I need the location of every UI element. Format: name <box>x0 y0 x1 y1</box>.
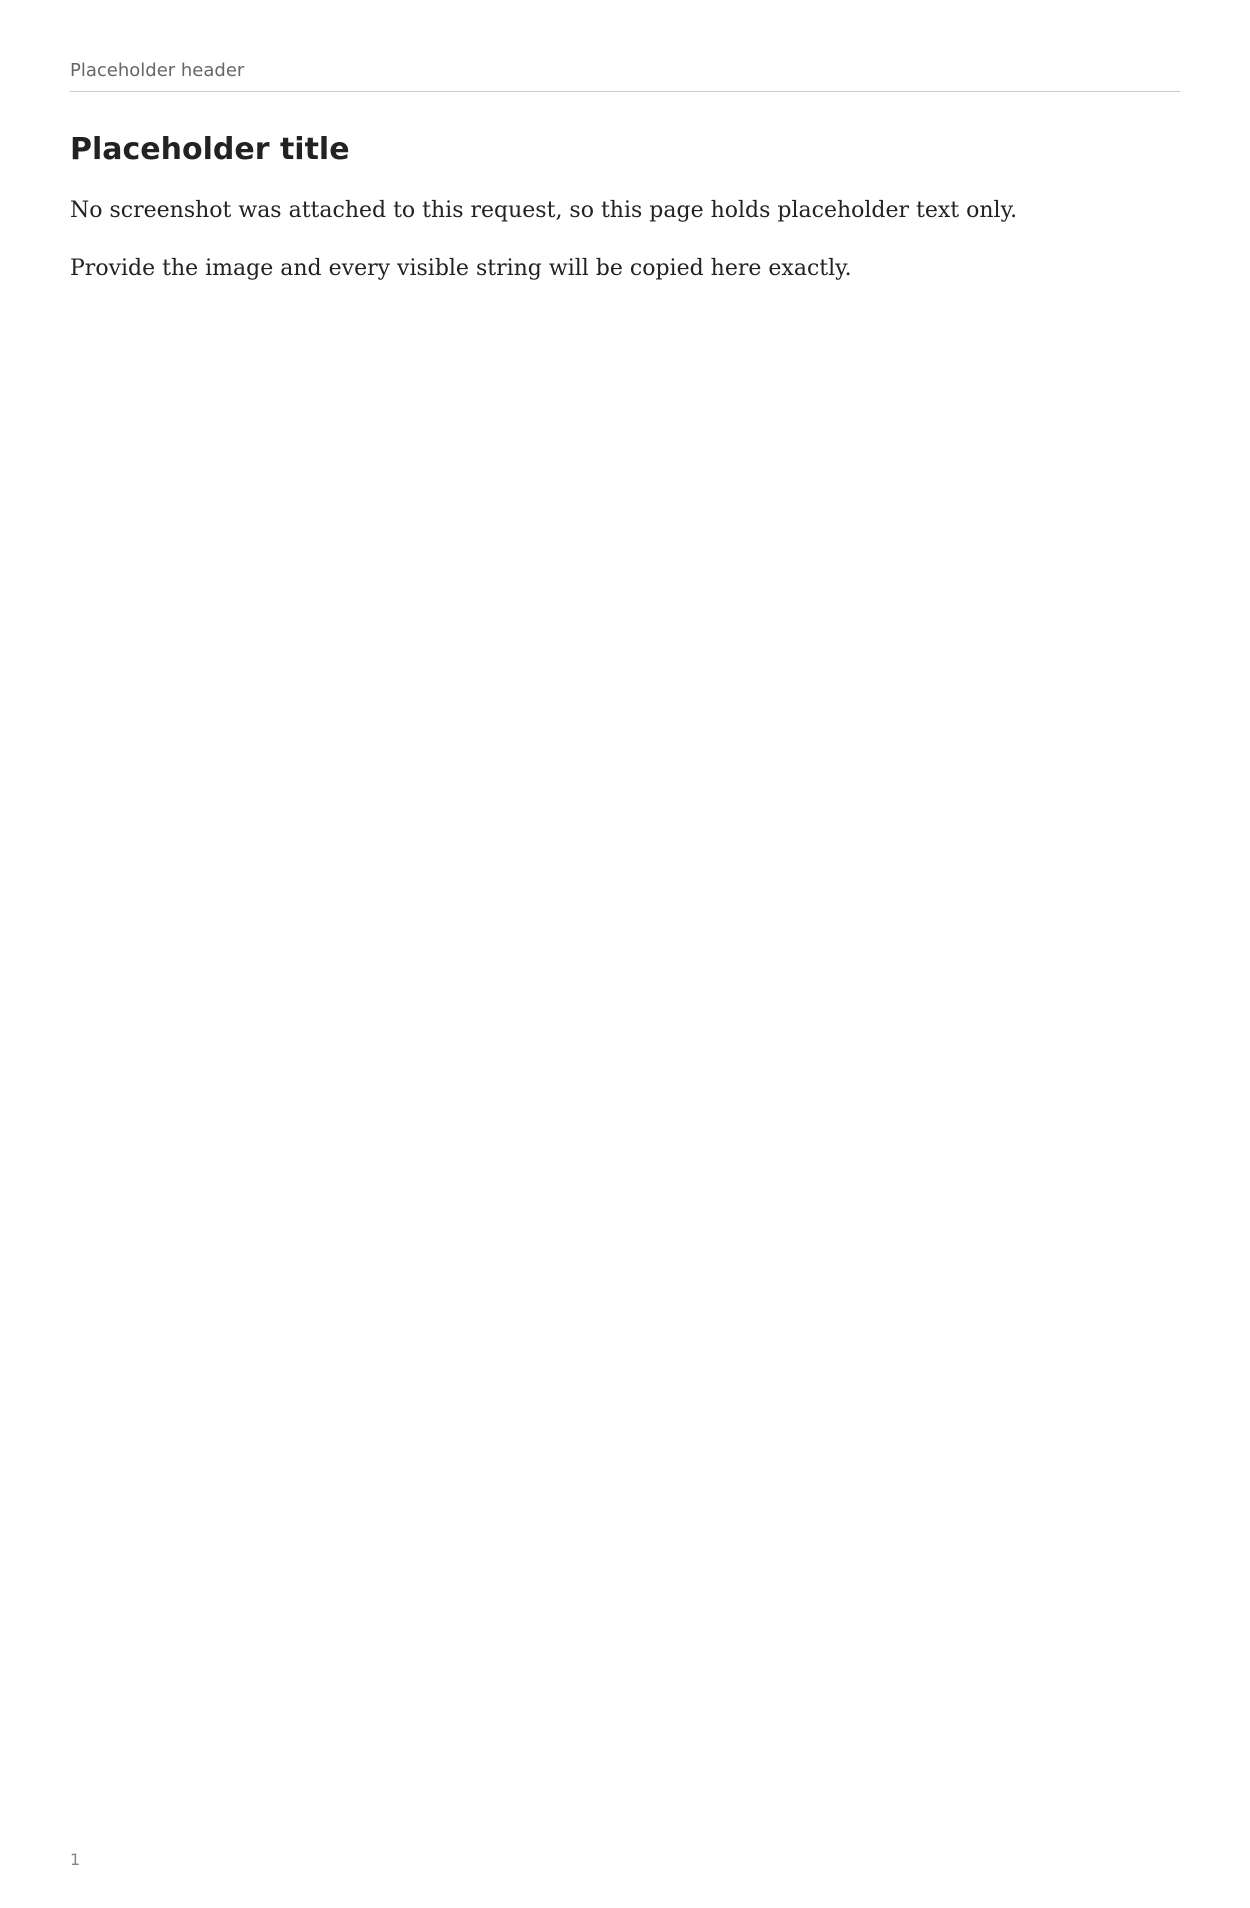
page-title: Placeholder title <box>70 132 350 167</box>
paragraph: Provide the image and every visible string will be copied here exactly. <box>70 255 852 281</box>
page-header: Placeholder header <box>70 60 1180 92</box>
paragraph: No screenshot was attached to this request, so this page holds placeholder text only. <box>70 198 1018 223</box>
page-number: 1 <box>70 1850 81 1869</box>
body-text <box>70 191 1180 288</box>
